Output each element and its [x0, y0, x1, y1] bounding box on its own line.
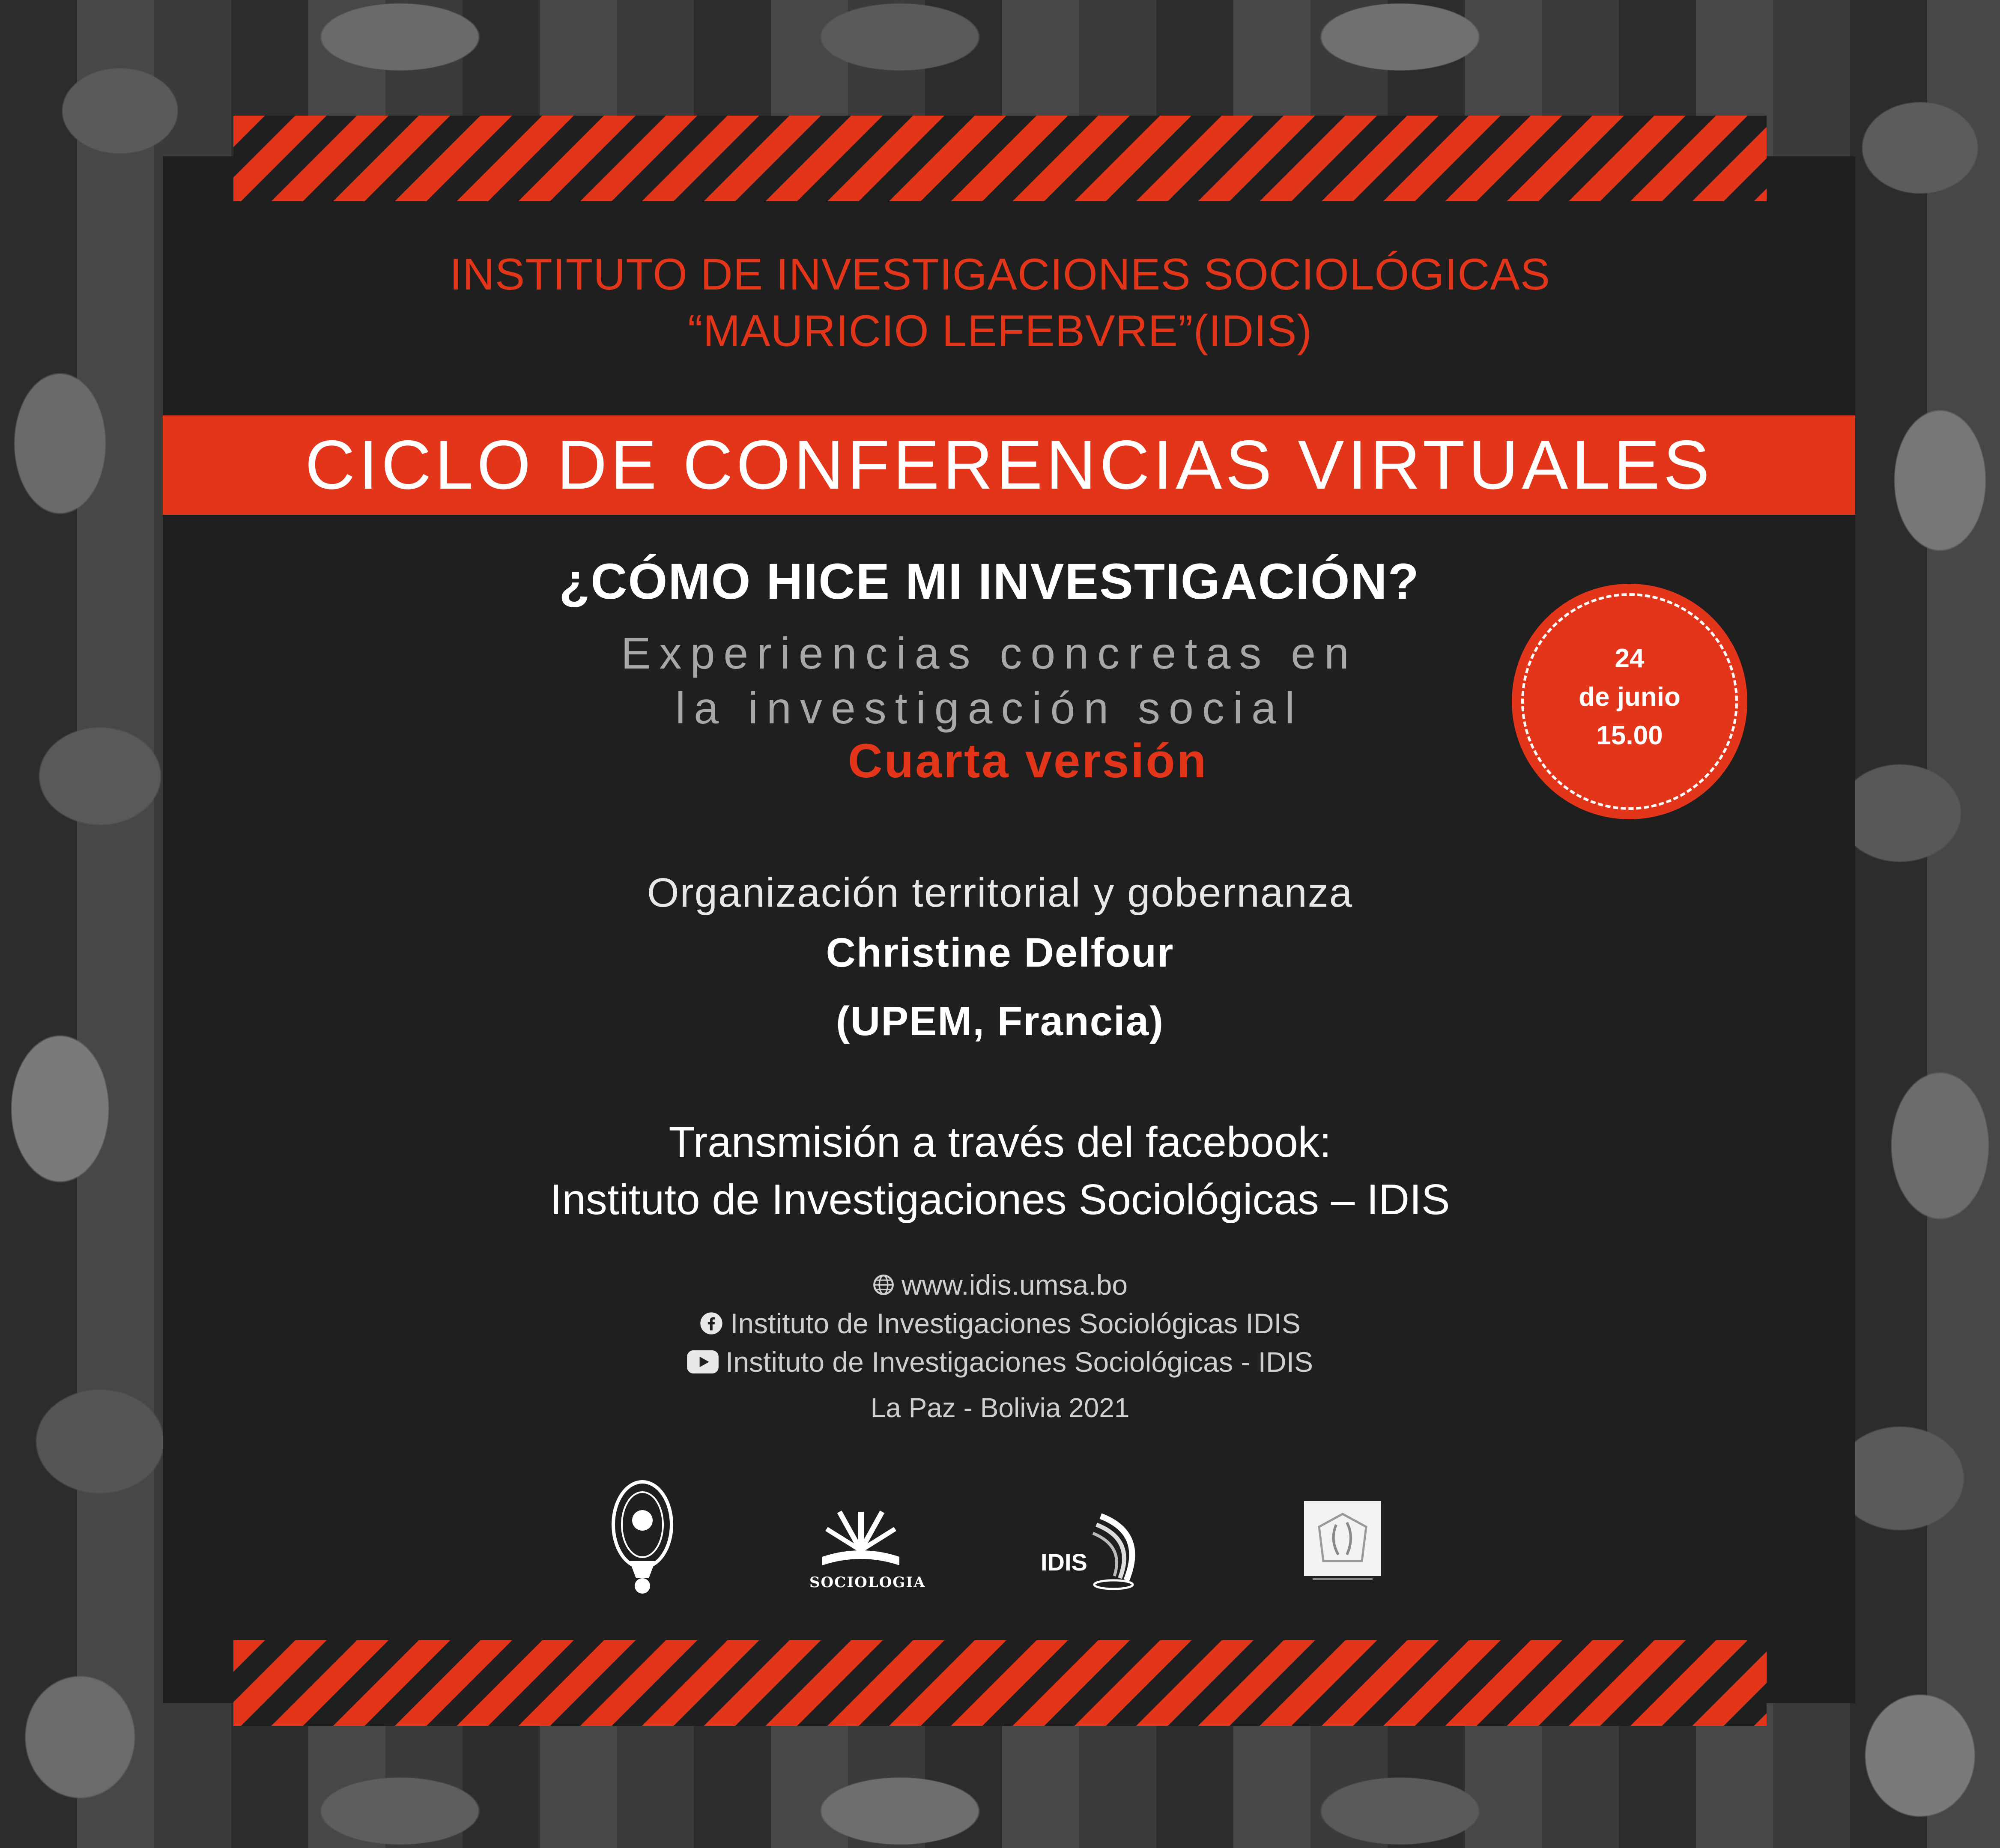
version-label: Cuarta versión	[848, 734, 1208, 788]
subtitle-line-1: Experiencias concretas en	[621, 629, 1358, 678]
website-link[interactable]: www.idis.umsa.bo	[901, 1269, 1128, 1301]
institute-line-1: INSTITUTO DE INVESTIGACIONES SOCIOLÓGICAS	[449, 250, 1551, 299]
facebook-icon	[699, 1311, 723, 1335]
idis-logo-text: IDIS	[1041, 1549, 1087, 1576]
broadcast-info	[0, 1114, 2000, 1228]
date-badge-text	[1512, 639, 1747, 755]
youtube-channel-link[interactable]: Instituto de Investigaciones Sociológicas - IDIS	[725, 1346, 1313, 1378]
speaker-affiliation: (UPEM, Francia)	[836, 998, 1164, 1044]
question-heading: ¿CÓMO HICE MI INVESTIGACIÓN?	[559, 553, 1420, 610]
contact-list	[0, 1266, 2000, 1381]
sociologia-logo-text: SOCIOLOGIA	[809, 1574, 926, 1591]
bottom-hazard-stripes	[233, 1640, 1767, 1726]
subtitle-line-2: la investigación social	[675, 684, 1303, 733]
date-day: 24	[1615, 644, 1645, 673]
broadcast-line-2: Instituto de Investigaciones Sociológicas – IDIS	[550, 1176, 1450, 1224]
date-time: 15.00	[1596, 721, 1663, 750]
location-year: La Paz - Bolivia 2021	[870, 1392, 1130, 1423]
institute-name	[0, 246, 2000, 359]
youtube-row	[0, 1343, 2000, 1381]
youtube-icon	[687, 1350, 719, 1373]
globe-icon	[872, 1274, 895, 1296]
top-hazard-stripes	[233, 116, 1767, 201]
facebook-row	[0, 1304, 2000, 1343]
university-seal-logo	[610, 1480, 675, 1595]
sociologia-logo	[809, 1495, 926, 1593]
institute-line-2: “MAURICIO LEFEBVRE”(IDIS)	[688, 306, 1312, 356]
facebook-page-link[interactable]: Instituto de Investigaciones Sociológicas IDIS	[730, 1308, 1301, 1339]
date-badge	[1512, 584, 1747, 819]
broadcast-line-1: Transmisión a través del facebook:	[669, 1118, 1331, 1166]
idis-logo	[1041, 1508, 1152, 1593]
date-month: de junio	[1579, 682, 1681, 712]
speaker-name: Christine Delfour	[826, 930, 1174, 976]
website-row	[0, 1266, 2000, 1304]
talk-topic: Organización territorial y gobernanza	[647, 870, 1353, 916]
faculty-logo	[1304, 1501, 1381, 1582]
series-title-band: CICLO DE CONFERENCIAS VIRTUALES	[163, 415, 1855, 515]
